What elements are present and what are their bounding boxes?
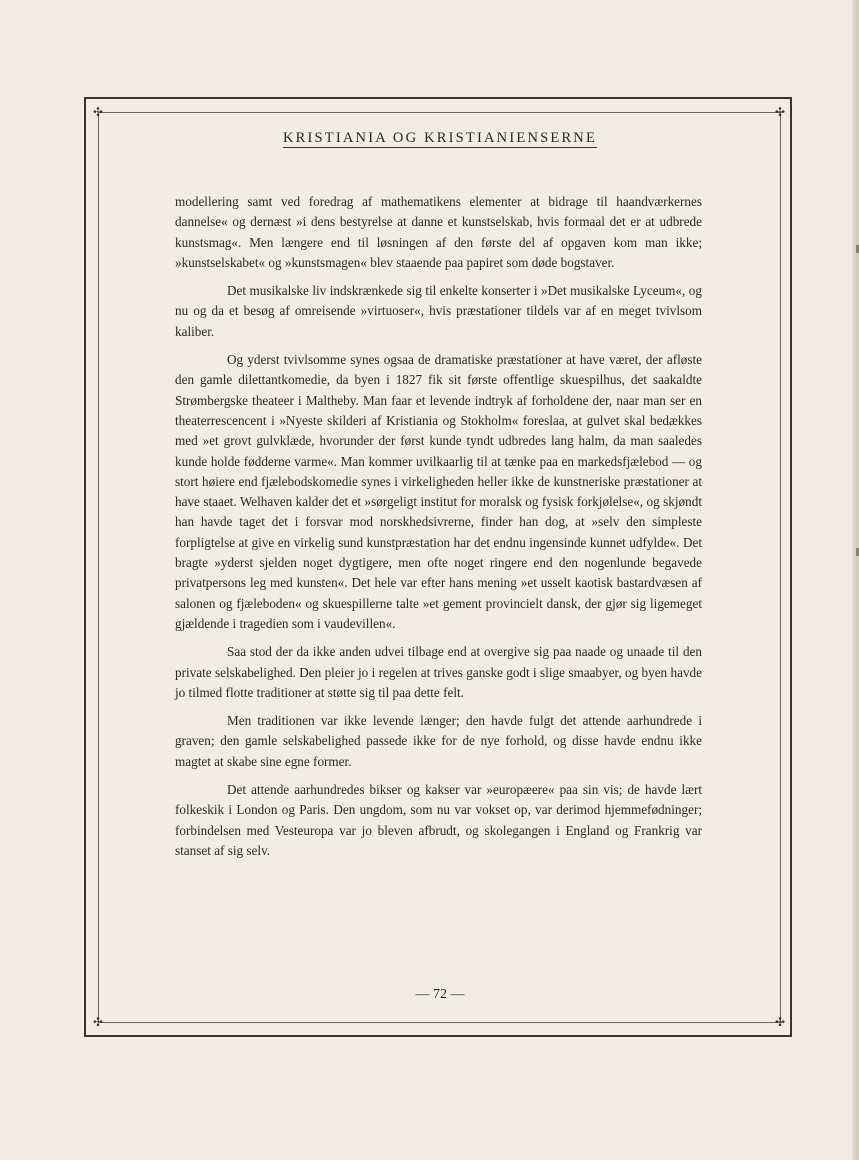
body-text [175,192,702,869]
page-number: — 72 — [415,987,465,1002]
corner-ornament-icon: ✣ [92,1015,104,1029]
paragraph: Men traditionen var ikke levende længer; den havde fulgt det attende aarhundrede i graven; den gamle selskabelighed passede ikke for de nye forhold, og disse havde endnu ikke magtet at skabe sine egne former. [175,713,702,769]
paragraph: Det musikalske liv indskrænkede sig til enkelte konserter i »Det musikalske Lyceum«, og nu og da et besøg af omreisende »virtuoser«, hvis præstationer tildels var af en meget tvivlsom kaliber. [175,283,702,339]
paragraph: Saa stod der da ikke anden udvei tilbage end at overgive sig paa naade og unaade til den private selskabelighed. Den pleier jo i regelen at trives ganske godt i slige smaabyer, og byen havde jo tilmed flotte traditioner at støtte sig til paa dette felt. [175,644,702,700]
page-frame-right-rule [780,112,781,1022]
paragraph: modellering samt ved foredrag af mathematikens elementer at bidrage til haandværkernes dannelse« og dernæst »i dens bestyrelse at danne et kunstselskab, hvis formaal det er at udbrede kunstsmag«. Men længere end til løsningen af den første del af opgaven kom man ikke; »kunstselskabet« og »kunstsmagen« blev staaende paa papiret som døde bogstaver. [175,194,702,270]
paragraph: Og yderst tvivlsomme synes ogsaa de dramatiske præstationer at have været, der afløste den gamle dilettantkomedie, da byen i 1827 fik sit første offentlige skuespilhus, det saakaldte Strømbergske theateer i Maltheby. Man faar et levende indtryk af forholdene der, naar man ser en theaterrescencent i »Nyeste skilderi af Kristiania og Stokholm« foreslaa, at gulvet skal bedækkes med »et grovt gulvklæde, hvorunder der først kunde tyndt udbredes lang halm, da man saaledes kunde holde fødderne varme«. Man kommer uvilkaarlig til at tænke paa en markedsfjælebod — og stort høiere end fjælebodskomedie synes i virkeligheden heller ikke de kunstneriske præstationer at have staaet. Welhaven kalder det et »sørgeligt institut for moralsk og fysisk forkjølelse«, og skjøndt han havde taget det i forsvar mod norskhedsivrerne, finder han dog, at »selv den simpleste forpligtelse at give en virkelig sund kunstpræstation har det endnu ingensinde kunnet udfylde«. Det bragte »yderst sjelden noget dygtigere, men ofte noget ringere end den nogenlunde begavede privatpersons leg med kunsten«. Det hele var efter hans mening »et usselt kaotisk bastardvæsen af salonen og fjæleboden« og skuespillerne talte »et gement provincielt dansk, der gjør sig ligemeget gjældende i tragedien som i vaudevillen«. [175,352,702,631]
paragraph: Det attende aarhundredes bikser og kakser var »europæere« paa sin vis; de havde lært folkeskik i London og Paris. Den ungdom, som nu var vokset op, var derimod hjemmefødninger; forbindelsen med Vesteuropa var jo bleven afbrudt, og skolegangen i England og Frankrig var stanset af sig selv. [175,782,702,858]
running-head-title: KRISTIANIA OG KRISTIANIENSERNE [282,130,598,146]
page-frame-top-rule [98,112,782,113]
page-edge [852,0,859,1160]
running-head [98,130,782,147]
corner-ornament-icon: ✣ [92,105,104,119]
corner-ornament-icon: ✣ [774,1015,786,1029]
page-frame-bottom-rule [98,1022,782,1023]
page-frame-left-rule [98,112,99,1022]
corner-ornament-icon: ✣ [774,105,786,119]
